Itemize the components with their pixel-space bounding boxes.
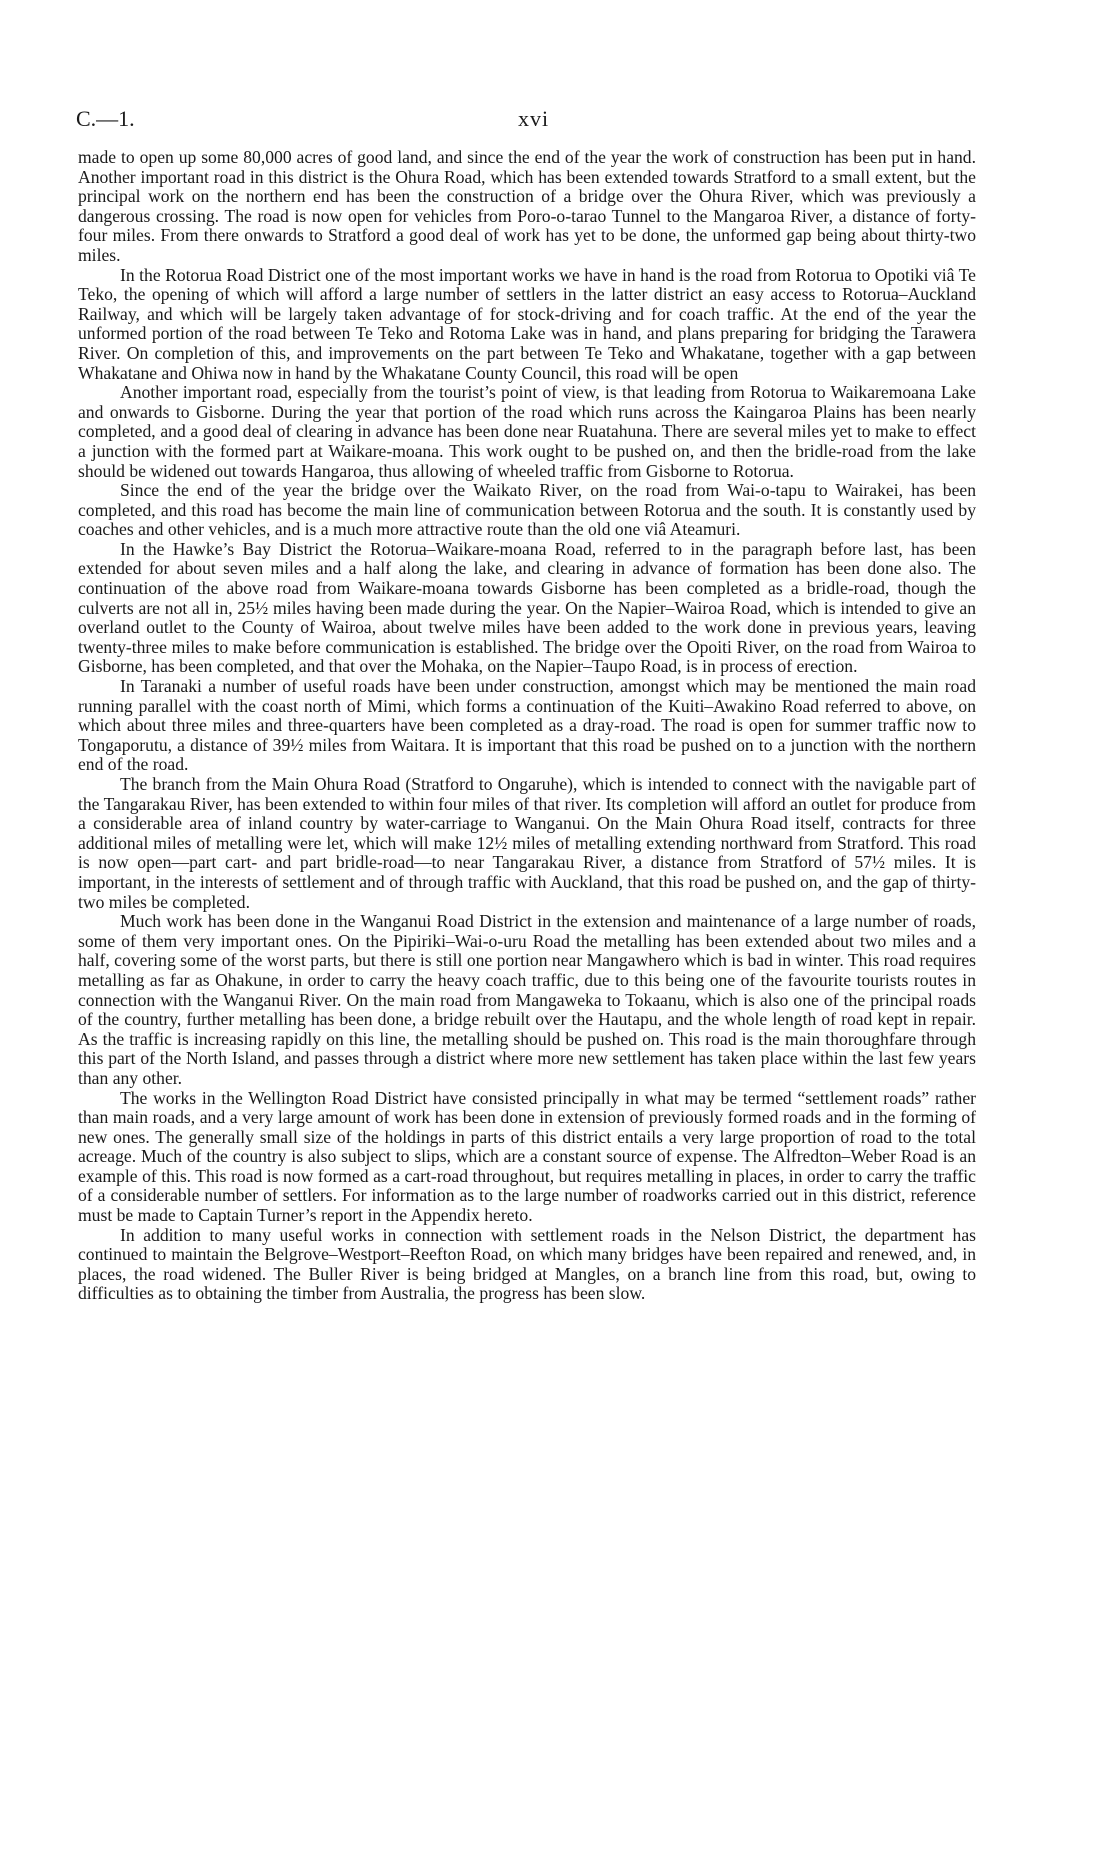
paragraph-rotorua-district: In the Rotorua Road District one of the most important works we have in hand is the road from Rotorua to Opotiki viâ Te Teko, the opening of which will afford a large number of settlers in the latter district an easy access to Rotorua–Auckland Railway, and which will be largely taken advantage of for stock-driving and for coach traffic. At the end of the year the unformed portion of the road between Te Teko and Rotoma Lake was in hand, and plans preparing for bridging the Tarawera River. On completion of this, and improvements on the part between Te Teko and Whakatane, together with a gap between Whakatane and Ohiwa now in hand by the Whakatane County Council, this road will be open	[78, 264, 976, 383]
paragraph-ohura-branch: The branch from the Main Ohura Road (Stratford to Ongaruhe), which is intended to connect with the navigable part of the Tangarakau River, has been extended to within four miles of that river. Its completion will afford an outlet for produce from a considerable area of inland country by water-carriage to Wanganui. On the Main Ohura Road itself, contracts for three additional miles of metalling were let, which will make 12½ miles of metalling extending northward from Stratford. This road is now open—part cart- and part bridle-road—to near Tangarakau River, a distance from Stratford of 57½ miles. It is important, in the interests of settlement and of through traffic with Auckland, that this road be pushed on, and the gap of thirty-two miles be completed.	[78, 774, 976, 912]
paragraph-wellington: The works in the Wellington Road District have consisted principally in what may be termed “settlement roads” rather than main roads, and a very large amount of work has been done in extension of previously formed roads and in the forming of new ones. The generally small size of the holdings in parts of this district entails a very large proportion of road to the total acreage. Much of the country is also subject to slips, which are a constant source of expense. The Alfredton–Weber Road is an example of this. This road is now formed as a cart-road throughout, but requires metalling in places, in order to carry the traffic of a considerable number of settlers. For information as to the large number of roadworks carried out in this district, reference must be made to Captain Turner’s report in the Appendix hereto.	[78, 1087, 976, 1226]
paragraph-nelson: In addition to many useful works in connection with settlement roads in the Nelson District, the department has continued to maintain the Belgrove–Westport–Reefton Road, on which many bridges have been repaired and renewed, and, in places, the road widened. The Buller River is being bridged at Mangles, on a branch line from this road, but, owing to difficulties as to obtaining the timber from Australia, the progress has been slow.	[78, 1224, 976, 1304]
paragraph-waikato-bridge: Since the end of the year the bridge over the Waikato River, on the road from Wai-o-tapu to Wairakei, has been completed, and this road has become the main line of communication between Rotorua and the south. It is constantly used by coaches and other vehicles, and is a much more attractive route than the old one viâ Ateamuri.	[78, 480, 976, 540]
paragraph-continuation: made to open up some 80,000 acres of good land, and since the end of the year the work of construction has been put in hand. Another important road in this district is the Ohura Road, which has been extended towards Stratford to a small extent, but the principal work on the northern end has been the construction of a bridge over the Ohura River, which was previously a dangerous crossing. The road is now open for vehicles from Poro-o-tarao Tunnel to the Mangaroa River, a distance of forty-four miles. From there onwards to Stratford a good deal of work has yet to be done, the unformed gap being about thirty-two miles.	[78, 147, 976, 265]
paragraph-waikaremoana-road: Another important road, especially from the tourist’s point of view, is that leading from Rotorua to Waikaremoana Lake and onwards to Gisborne. During the year that portion of the road which runs across the Kaingaroa Plains has been nearly completed, and a good deal of clearing in advance has been done near Ruatahuna. There are several miles yet to make to effect a junction with the formed part at Waikare-moana. This work ought to be pushed on, and then the bridle-road from the lake should be widened out towards Hangaroa, thus allowing of wheeled traffic from Gisborne to Rotorua.	[78, 382, 976, 481]
document-reference: C.—1.	[76, 106, 135, 131]
body-text	[78, 148, 976, 1304]
page-number: xvi	[518, 106, 550, 131]
paragraph-taranaki: In Taranaki a number of useful roads have been under construction, amongst which may be mentioned the main road running parallel with the coast north of Mimi, which forms a continuation of the Kuiti–Awakino Road referred to above, on which about three miles and three-quarters have been completed as a dray-road. The road is open for summer traffic now to Tongaporutu, a distance of 39½ miles from Waitara. It is important that this road be pushed on to a junction with the northern end of the road.	[78, 676, 976, 775]
page-header	[76, 106, 1038, 136]
paragraph-hawkes-bay: In the Hawke’s Bay District the Rotorua–Waikare-moana Road, referred to in the paragraph before last, has been extended for about seven miles and a half along the lake, and clearing in advance of formation has been done also. The continuation of the above road from Waikare-moana towards Gisborne has been completed as a bridle-road, though the culverts are not all in, 25½ miles having been made during the year. On the Napier–Wairoa Road, which is intended to give an overland outlet to the County of Wairoa, about twelve miles have been added to the work done in previous years, leaving twenty-three miles to make before communication is established. The bridge over the Opoiti River, on the road from Wairoa to Gisborne, has been completed, and that over the Mohaka, on the Napier–Taupo Road, is in process of erection.	[78, 538, 976, 677]
paragraph-wanganui: Much work has been done in the Wanganui Road District in the extension and maintenance of a large number of roads, some of them very important ones. On the Pipiriki–Wai-o-uru Road the metalling has been extended about two miles and a half, covering some of the worst parts, but there is still one portion near Mangawhero which is bad in winter. This road requires metalling as far as Ohakune, in order to carry the heavy coach traffic, due to this being one of the favourite tourists routes in connection with the Wanganui River. On the main road from Mangaweka to Tokaanu, which is also one of the principal roads of the country, further metalling has been done, a bridge rebuilt over the Hautapu, and the whole length of road kept in repair. As the traffic is increasing rapidly on this line, the metalling should be pushed on. This road is the main thoroughfare through this part of the North Island, and passes through a district where more new settlement has taken place within the last few years than any other.	[78, 911, 976, 1088]
